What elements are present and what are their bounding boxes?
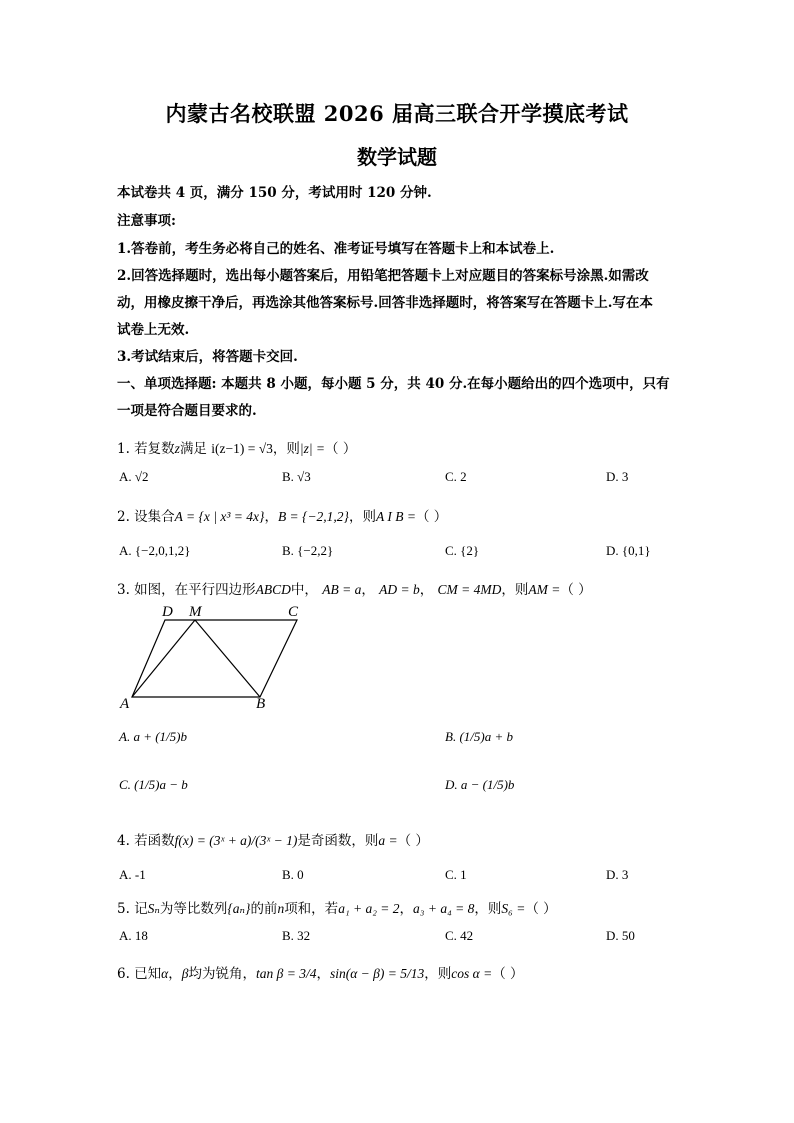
q3-condition-ad: AD = b (379, 582, 420, 597)
q1-option-c: C. 2 (445, 469, 467, 484)
note-2-line-3: 试卷上无效. (117, 322, 190, 338)
q3-condition-cm: CM = 4MD (437, 582, 502, 597)
q5-option-d: D. 50 (606, 928, 635, 943)
parallelogram-figure (110, 598, 320, 716)
note-2-line-2: 动，用橡皮擦干净后，再选涂其他答案标号.回答非选择题时，将答案写在答题卡上.写在本 (117, 295, 653, 311)
question-6-stem: 6. 已知α，β均为锐角，tan β = 3/4，sin(α − β) = 5/13，则cos α =（ ） (117, 966, 524, 982)
q6-condition-sin: sin(α − β) = 5/13 (329, 966, 425, 981)
q3-option-d: D. a − (1/5)b (445, 777, 515, 792)
q3-option-a: A. a + (1/5)b (119, 729, 187, 744)
q2-set-a: A = {x | x³ = 4x} (174, 509, 265, 524)
label-m: M (189, 604, 202, 620)
q1-option-b: B. √3 (282, 469, 311, 484)
question-3-stem: 3. 如图，在平行四边形ABCD中， AB = a， AD = b， CM = 4MD，则AM =（ ） (117, 582, 592, 598)
q3-condition-ab: AB = a (322, 582, 362, 597)
note-3: 3.考试结束后，将答题卡交回. (117, 349, 298, 365)
q6-ask: cos α = (451, 966, 493, 981)
exam-subtitle: 数学试题 (357, 145, 437, 169)
q1-modulus: |z| = (299, 441, 326, 456)
label-b: B (256, 696, 266, 712)
q5-option-b: B. 32 (282, 928, 311, 943)
question-2-stem: 2. 设集合A = {x | x³ = 4x}，B = {−2,1,2}，则A I B =（ ） (117, 509, 448, 525)
q5-condition-2: a₃ + a₄ = 8 (413, 901, 475, 916)
q5-condition-1: a₁ + a₂ = 2 (338, 901, 400, 916)
q2-option-b: B. {−2,2} (282, 543, 334, 558)
exam-title: 内蒙古名校联盟 2026 届高三联合开学摸底考试 (165, 101, 629, 126)
question-4-stem: 4. 若函数f(x) = (3ˣ + a)/(3ˣ − 1)是奇函数，则a =（ ） (117, 833, 429, 849)
q4-option-b: B. 0 (282, 867, 304, 882)
question-5-stem: 5. 记Sₙ为等比数列{aₙ}的前n项和，若a₁ + a₂ = 2，a₃ + a₄ = 8，则S₆ =（ ） (117, 901, 557, 917)
q2-option-c: C. {2} (445, 543, 480, 558)
q3-ask: AM = (528, 582, 561, 597)
label-c: C (288, 604, 299, 620)
section-heading-line-2: 一项是符合题目要求的. (117, 403, 257, 419)
q2-expression: A I B = (375, 509, 416, 524)
q2-set-b: B = {−2,1,2} (277, 509, 349, 524)
note-2-line-1: 2.回答选择题时，选出每小题答案后，用铅笔把答题卡上对应题目的答案标号涂黑.如需改 (117, 268, 649, 284)
q2-option-a: A. {−2,0,1,2} (119, 543, 191, 558)
q5-ask: S₆ = (501, 901, 526, 916)
q6-condition-tan: tan β = 3/4 (256, 966, 317, 981)
q4-option-d: D. 3 (606, 867, 629, 882)
q3-option-c: C. (1/5)a − b (119, 777, 188, 792)
q4-function: f(x) = (3ˣ + a)/(3ˣ − 1) (174, 833, 298, 848)
q4-option-a: A. -1 (119, 867, 146, 882)
q3-option-b: B. (1/5)a + b (445, 729, 513, 744)
q2-option-d: D. {0,1} (606, 543, 651, 558)
q5-option-c: C. 42 (445, 928, 474, 943)
q1-option-a: A. √2 (119, 469, 149, 484)
label-a: A (120, 696, 130, 712)
q1-option-d: D. 3 (606, 469, 629, 484)
note-1: 1.答卷前，考生务必将自己的姓名、准考证号填写在答题卡上和本试卷上. (117, 241, 555, 257)
label-d: D (162, 604, 173, 620)
q5-option-a: A. 18 (119, 928, 148, 943)
notes-title: 注意事项: (117, 213, 176, 229)
q4-ask: a = (378, 833, 398, 848)
q4-option-c: C. 1 (445, 867, 467, 882)
section-heading-line-1: 一、单项选择题: 本题共 8 小题，每小题 5 分，共 40 分.在每小题给出的四个选项中，只有 (117, 376, 670, 392)
exam-intro: 本试卷共 4 页，满分 150 分，考试用时 120 分钟. (117, 185, 432, 201)
q1-equation: i(z−1) = √3 (211, 441, 273, 456)
question-1-stem: 1. 若复数z满足 i(z−1) = √3，则|z| =（ ） (117, 441, 357, 457)
